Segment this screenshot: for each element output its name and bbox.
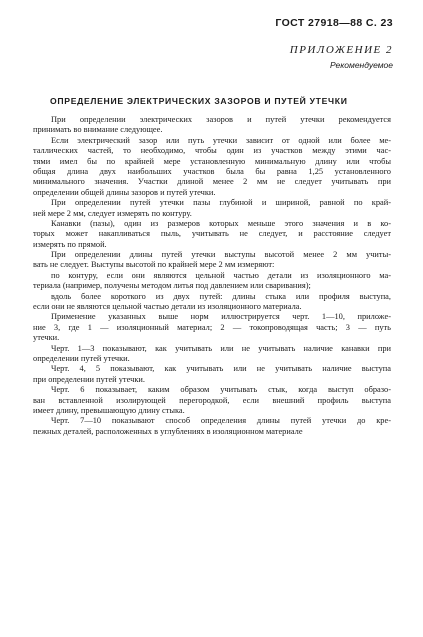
body-text <box>33 115 391 437</box>
text-line: ние 3, где 1 — изоляционный материал; 2 — токопроводящая часть; 3 — путь <box>33 322 391 332</box>
text-line: При определении длины путей утечки выступы высотой менее 2 мм учиты- <box>51 250 391 260</box>
text-line: тями имел бы по крайней мере установленную минимальную длину или чтобы <box>33 156 391 166</box>
text-line: При определении электрических зазоров и путей утечки рекомендуется <box>51 115 391 124</box>
appendix-label: ПРИЛОЖЕНИЕ 2 <box>289 44 393 56</box>
text-line: если они не являются цельной частью детали из изоляционного материала. <box>33 302 302 312</box>
text-line: торых может накапливаться пыль, учитывать не следует, и расстояние следует <box>33 229 391 239</box>
text-line: минимального значения. Участки длиной менее 2 мм не следует учитывать при <box>33 177 391 187</box>
text-line: при определении путей утечки. <box>33 374 145 384</box>
appendix-status: Рекомендуемое <box>329 60 393 70</box>
text-line: ней мере 2 мм, следует измерять по контуру. <box>33 208 192 218</box>
text-line: Черт. 4, 5 показывают, как учитывать или не учитывать наличие выступа <box>51 364 391 374</box>
page-header: ГОСТ 27918—88 С. 23 <box>275 17 393 29</box>
text-line: по контуру, если они являются цельной частью детали из изоляционного ма- <box>51 270 391 280</box>
text-line: При определении путей утечки пазы глубиной и шириной, равной по край- <box>51 198 391 208</box>
text-line: Если электрический зазор или путь утечки зависит от одной или более ме- <box>51 135 391 145</box>
text-line: принимать во внимание следующее. <box>33 125 163 135</box>
text-line: териала (например, получены методом литья под давлением или сваривания); <box>33 281 311 291</box>
text-line: общая длина двух наибольших участков была бы равна 1,25 установленного <box>33 166 391 176</box>
text-line: Черт. 6 показывает, каким образом учитывать стык, когда выступ образо- <box>51 385 391 395</box>
text-line: вать не следует. Выступы высотой по крайней мере 2 мм измеряют: <box>33 260 275 270</box>
text-line: имеет длину, превышающую длину стыка. <box>33 405 185 415</box>
section-title: ОПРЕДЕЛЕНИЕ ЭЛЕКТРИЧЕСКИХ ЗАЗОРОВ И ПУТЕЙ УТЕЧКИ <box>50 96 348 106</box>
text-line: измерять по прямой. <box>33 239 107 249</box>
text-line: таллических частей, то необходимо, чтобы один из участков между этими час- <box>33 146 391 156</box>
text-line: утечки. <box>33 333 60 343</box>
text-line: Канавки (пазы), один из размеров которых меньше этого значения и в ко- <box>51 218 391 228</box>
text-line: Применение указанных выше норм иллюстрируется черт. 1—10, приложе- <box>51 312 391 322</box>
text-line: Черт. 1—3 показывают, как учитывать или не учитывать наличие канавки при <box>51 343 391 353</box>
text-line: ван вставленной изолирующей перегородкой, если внешний профиль выступа <box>33 395 391 405</box>
text-line: Черт. 7—10 показывают способ определения длины путей утечки до кре- <box>51 416 391 426</box>
text-line: определении общей длины зазоров и путей утечки. <box>33 187 216 197</box>
text-line: определении путей утечки. <box>33 353 130 363</box>
text-line: вдоль более короткого из двух путей: длины стыка или профиля выступа, <box>51 291 391 301</box>
text-line: пежных деталей, расположенных в углублениях в изоляционном материале <box>33 426 303 436</box>
